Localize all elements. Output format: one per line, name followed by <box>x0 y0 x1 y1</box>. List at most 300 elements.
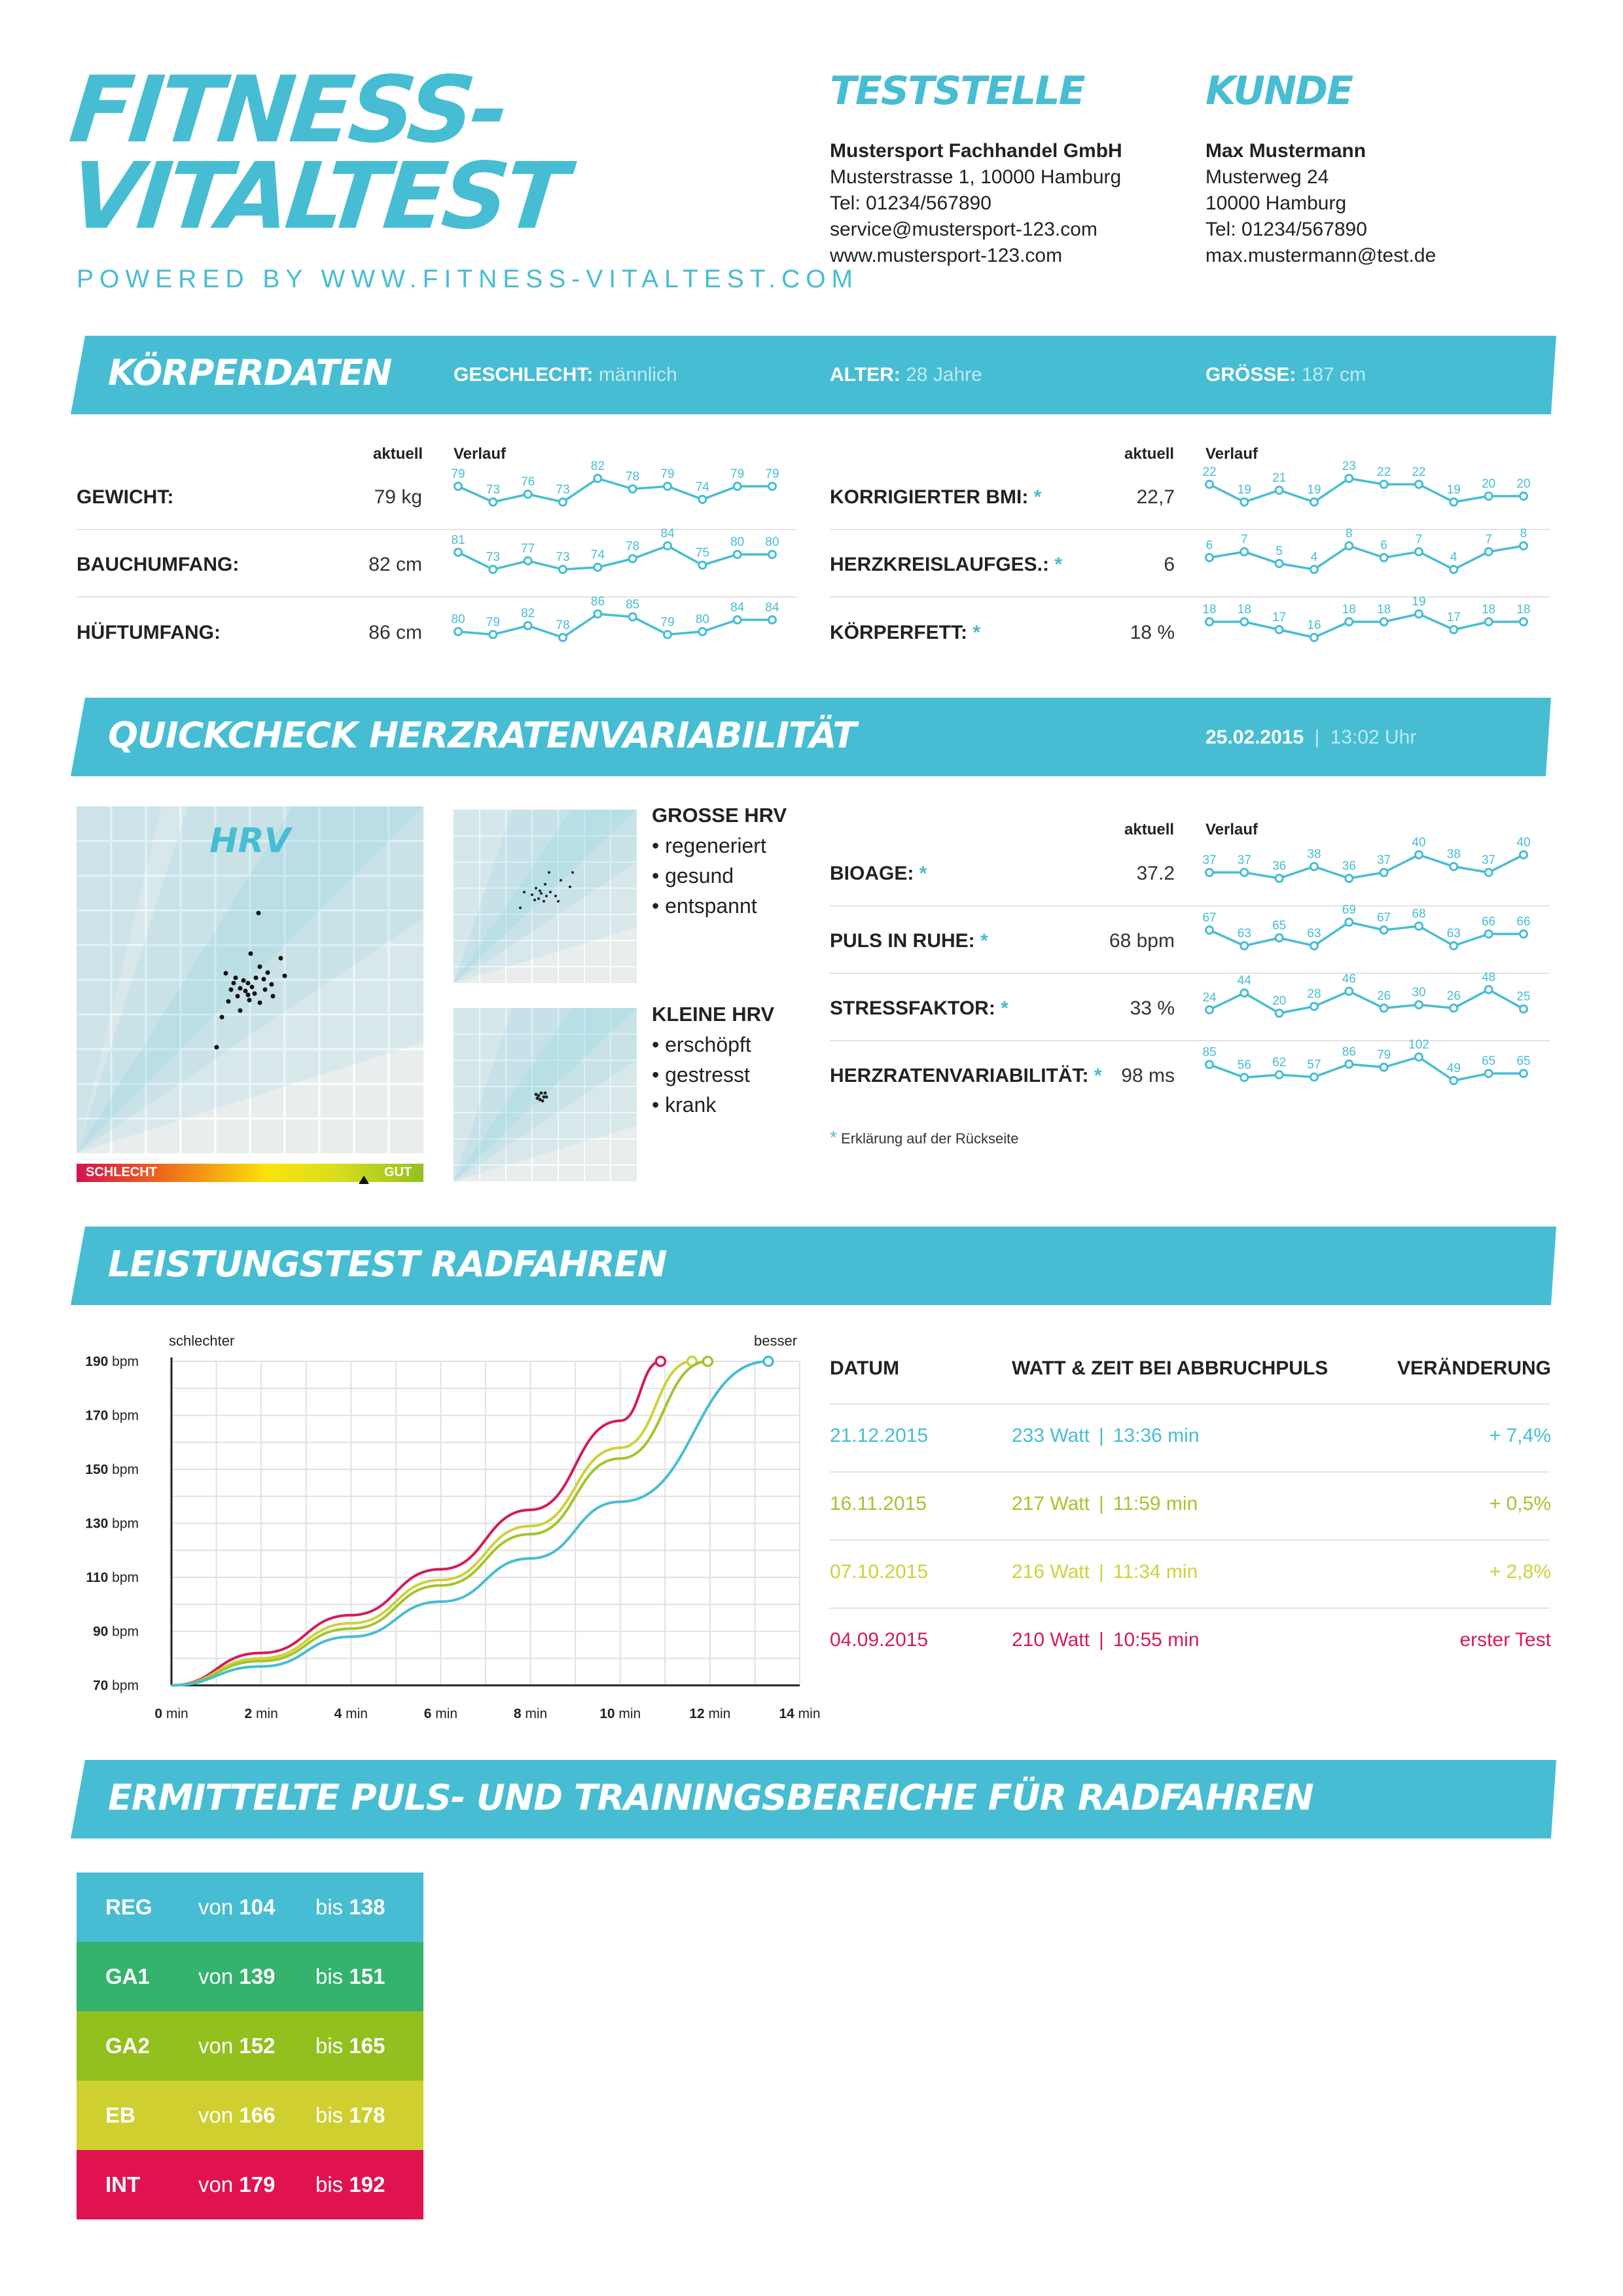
kd-right-0-trend-point <box>1380 481 1387 488</box>
kd-right-1-trend-label: 8 <box>1346 527 1353 541</box>
col-aktuell-left: aktuell <box>373 445 423 463</box>
hrv-klein-item: • erschöpft <box>652 1033 751 1056</box>
hrv-metric-3-trend-point <box>1311 1073 1318 1081</box>
hrv-metric-0-trend-point <box>1485 869 1492 876</box>
zone-to-value: 178 <box>349 2103 385 2127</box>
hrv-date: 25.02.2015 <box>1205 726 1304 748</box>
zone-from-value: 139 <box>239 1964 276 1988</box>
perf-change: + 0,5% <box>1489 1493 1551 1515</box>
kd-right-1-trend-point <box>1311 566 1318 573</box>
kd-right-0-trend-point <box>1520 493 1527 500</box>
kd-right-1-value: 6 <box>1164 554 1175 575</box>
kd-right-2-label-text: KÖRPERFETT: <box>830 622 967 643</box>
kd-right-0-trend-point <box>1206 481 1213 488</box>
kd-left-0-trend-label: 78 <box>626 470 640 484</box>
hrv-metric-1-trend-label: 63 <box>1446 927 1461 941</box>
hrv-metric-2-trend-point <box>1416 1001 1423 1009</box>
powered-by: POWERED BY WWW.FITNESS-VITALTEST.COM <box>77 265 859 293</box>
hrv-gross-item: • regeneriert <box>652 834 766 857</box>
kd-right-0-trend-label: 22 <box>1202 465 1217 479</box>
kd-left-2-trend-label: 84 <box>730 601 745 615</box>
hrv-time: 13:02 Uhr <box>1330 726 1417 748</box>
kd-left-2-trend-label: 79 <box>486 615 500 630</box>
zone-from-label: von <box>198 1895 240 1919</box>
perf-change: erster Test <box>1459 1629 1551 1651</box>
separator: | <box>1098 1561 1104 1583</box>
row-divider <box>830 1607 1550 1609</box>
hrv-metric-1-trend-label: 66 <box>1482 915 1496 929</box>
hrv-metric-3-value: 98 ms <box>1121 1065 1175 1086</box>
hrv-metric-1-trend-label: 63 <box>1307 927 1321 941</box>
hrv-metric-3-trend-point <box>1520 1070 1527 1077</box>
kd-right-0-trend-point <box>1346 475 1353 482</box>
kd-right-1-trend-label: 4 <box>1310 550 1318 564</box>
hrv-metric-0-label-text: BIOAGE: <box>830 863 914 884</box>
hrv-metric-2-trend-point <box>1380 1005 1387 1012</box>
zonen-title: ERMITTELTE PULS- UND TRAININGSBEREICHE FÜR RADFAHREN <box>108 1777 1313 1818</box>
zone-from <box>198 2034 275 2058</box>
kd-right-2-trend-label: 17 <box>1272 611 1287 624</box>
y-tick-label: 90 bpm <box>92 1624 139 1640</box>
hrv-metric-0-trend-label: 40 <box>1516 836 1531 850</box>
hrv-metric-3-trend-label: 102 <box>1408 1038 1429 1052</box>
hrv-metric-1-trend-label: 67 <box>1377 911 1391 925</box>
zone-name: GA2 <box>105 2034 150 2058</box>
kd-right-0-trend-line <box>1209 478 1524 502</box>
hrv-metric-0-trend-label: 37 <box>1377 853 1391 867</box>
perf-date: 07.10.2015 <box>830 1561 929 1583</box>
hrv-metric-3-trend-line <box>1209 1057 1524 1081</box>
kd-right-2-trend-point <box>1450 626 1457 634</box>
hrv-metric-0-trend-label: 37 <box>1237 853 1251 867</box>
kd-left-1-trend-label: 77 <box>521 541 535 556</box>
zone-from-value: 104 <box>239 1895 276 1919</box>
hrv-datetime: 25.02.2015 | 13:02 Uhr <box>1205 726 1417 748</box>
hrv-metric-2-trend-point <box>1450 1005 1457 1012</box>
hrv-metric-1-label-text: PULS IN RUHE: <box>830 930 975 952</box>
footnote <box>830 1127 1019 1148</box>
hrv-metric-2-trend-line <box>1209 987 1524 1013</box>
kd-right-2-trend-point <box>1346 619 1353 626</box>
groesse-info <box>1205 364 1366 386</box>
hrv-metric-0-trend-point <box>1241 869 1248 876</box>
kd-right-1-trend-point <box>1346 543 1353 550</box>
hrv-metric-3-trend-label: 79 <box>1377 1048 1391 1062</box>
kd-right-2-trend-label: 18 <box>1377 603 1391 617</box>
hrv-metric-3-trend-point <box>1380 1064 1387 1071</box>
perf-time: 11:59 min <box>1113 1493 1198 1515</box>
hrv-metric-1-trend-line <box>1209 922 1524 946</box>
zone-to <box>315 2172 385 2197</box>
kd-left-1-trend-label: 78 <box>626 539 640 554</box>
y-tick-label: 130 bpm <box>85 1516 139 1532</box>
hrv-metric-0-trend-label: 36 <box>1272 859 1287 873</box>
hrv-metric-3-trend-point <box>1346 1060 1353 1067</box>
alter-info <box>830 364 982 386</box>
zone-from-label: von <box>198 2103 240 2127</box>
y-tick-label: 150 bpm <box>85 1462 139 1477</box>
hrv-metric-1-value: 68 bpm <box>1109 930 1175 952</box>
zone-to-value: 138 <box>349 1895 385 1919</box>
hrv-metric-0-trend-label: 37 <box>1202 853 1217 867</box>
kd-right-1-trend-point <box>1520 543 1527 550</box>
kd-right-1-trend-label: 7 <box>1241 533 1248 547</box>
hrv-metric-3-trend-point <box>1241 1074 1248 1081</box>
kd-left-1-trend-label: 84 <box>660 527 675 541</box>
hrv-metric-2-trend-point <box>1520 1005 1527 1013</box>
kd-right-1-trend-point <box>1416 548 1423 556</box>
x-tick-label: 10 min <box>599 1706 641 1721</box>
x-tick-label: 0 min <box>154 1706 188 1721</box>
col-change: VERÄNDERUNG <box>1397 1357 1551 1379</box>
kd-right-0-label-text: KORRIGIERTER BMI: <box>830 486 1029 508</box>
kunde-street: Musterweg 24 <box>1205 166 1329 188</box>
kd-left-0-trend-label: 82 <box>590 459 605 473</box>
hrv-metric-1-trend-label: 67 <box>1202 911 1217 925</box>
title-line2: VITALTEST <box>65 143 569 250</box>
hrv-metric-1-trend-label: 65 <box>1272 919 1287 933</box>
x-tick-label: 2 min <box>244 1706 278 1721</box>
hrv-col-aktuell: aktuell <box>1124 821 1175 838</box>
kd-right-1-trend-line <box>1209 546 1524 569</box>
kd-right-0-trend-label: 22 <box>1377 465 1391 479</box>
y-tick-label: 190 bpm <box>85 1354 139 1369</box>
hrv-metric-1-trend-point <box>1275 935 1283 942</box>
hrv-metric-0-trend-point <box>1275 875 1283 882</box>
x-tick-label: 6 min <box>423 1706 458 1721</box>
kd-right-2-trend <box>1203 597 1550 643</box>
hrv-metric-1-trend-point <box>1520 931 1527 938</box>
kd-right-1-trend-point <box>1275 560 1283 567</box>
hrv-metric-0-trend-point <box>1311 863 1318 870</box>
kd-right-0-trend-point <box>1485 493 1492 500</box>
hrv-metric-1-trend <box>1203 905 1550 951</box>
zone-row-int <box>77 2150 423 2219</box>
hrv-metric-2-trend-label: 30 <box>1412 986 1426 1000</box>
hrv-metric-2-trend-label: 44 <box>1237 974 1251 988</box>
perf-watt: 210 Watt <box>1012 1629 1090 1651</box>
kd-right-0-star: * <box>1028 486 1042 508</box>
kd-left-0-trend-label: 79 <box>730 467 745 481</box>
zone-to-label: bis <box>315 2034 349 2058</box>
teststelle-email[interactable]: service@mustersport-123.com <box>830 219 1097 240</box>
kd-right-2-value: 18 % <box>1130 622 1175 643</box>
kd-right-2-trend-label: 16 <box>1307 619 1321 632</box>
row-divider <box>830 1403 1550 1405</box>
groesse-label: GRÖSSE: <box>1205 364 1296 386</box>
hrv-metric-2-trend-point <box>1206 1006 1213 1013</box>
geschlecht-label: GESCHLECHT: <box>454 364 594 386</box>
zone-from-value: 166 <box>239 2103 276 2127</box>
kd-right-1-trend-label: 8 <box>1520 527 1527 541</box>
hrv-klein-title: KLEINE HRV <box>652 1003 775 1026</box>
hrv-metric-1-trend-label: 68 <box>1412 907 1426 921</box>
performance-chart <box>0 0 851 1754</box>
hrv-metric-1-trend-point <box>1241 942 1248 950</box>
hrv-metric-2-trend <box>1203 973 1550 1018</box>
kd-right-2-trend-point <box>1416 611 1423 618</box>
hrv-metric-2-trend-label: 26 <box>1446 989 1461 1003</box>
perf-time: 13:36 min <box>1113 1425 1200 1446</box>
hrv-metric-3-star: * <box>1088 1065 1102 1086</box>
kd-right-2-trend-point <box>1206 619 1213 626</box>
hrv-metric-3-trend-point <box>1416 1054 1423 1061</box>
hrv-metric-0-trend-point <box>1346 875 1353 882</box>
hrv-metric-3-trend-label: 65 <box>1516 1054 1531 1069</box>
alter-label: ALTER: <box>830 364 901 386</box>
kd-left-2-value: 86 cm <box>368 622 422 643</box>
hrv-gross-item: • gesund <box>652 864 734 888</box>
perf-time: 11:34 min <box>1113 1561 1198 1583</box>
groesse-value: 187 cm <box>1301 364 1366 386</box>
y-tick-label: 70 bpm <box>92 1678 139 1693</box>
zone-to <box>315 2034 385 2058</box>
kd-left-1-trend-label: 73 <box>556 550 570 564</box>
col-aktuell-right: aktuell <box>1124 445 1175 463</box>
hrv-metric-0-trend-line <box>1209 855 1524 878</box>
hrv-metric-1-trend-point <box>1311 942 1318 950</box>
hrv-metric-2-trend-label: 48 <box>1482 971 1496 984</box>
y-tick-label: 170 bpm <box>85 1408 139 1424</box>
zone-row-reg <box>77 1873 423 1942</box>
kunde-name: Max Mustermann <box>1205 140 1366 162</box>
hrv-metric-0-trend-point <box>1206 869 1213 876</box>
kd-right-2-trend-label: 17 <box>1446 611 1461 624</box>
perf-change: + 7,4% <box>1489 1425 1551 1446</box>
kd-right-0-value: 22,7 <box>1136 486 1175 508</box>
zone-row-ga2 <box>77 2011 423 2081</box>
teststelle-name: Mustersport Fachhandel GmbH <box>830 140 1122 162</box>
teststelle-web[interactable]: www.mustersport-123.com <box>830 245 1063 266</box>
kd-left-1-value: 82 cm <box>368 554 422 575</box>
kd-right-2-star: * <box>967 622 981 643</box>
hrv-metric-2-label-text: STRESSFAKTOR: <box>830 997 995 1019</box>
kd-right-2-trend-label: 18 <box>1237 603 1251 617</box>
zone-to-value: 165 <box>349 2034 385 2058</box>
perf-date: 16.11.2015 <box>830 1493 927 1515</box>
row-divider <box>830 1539 1550 1541</box>
zone-name: INT <box>105 2172 141 2197</box>
perf-watt: 233 Watt <box>1012 1425 1090 1446</box>
col-datum: DATUM <box>830 1357 900 1379</box>
geschlecht-value: männlich <box>598 364 677 386</box>
zone-from-label: von <box>198 2034 240 2058</box>
footnote-star: * <box>830 1127 837 1147</box>
hrv-klein-item: • krank <box>652 1093 717 1117</box>
hrv-metric-1-trend-label: 69 <box>1342 903 1356 917</box>
col-watt: WATT & ZEIT BEI ABBRUCHPULS <box>1012 1357 1329 1379</box>
perf-date: 21.12.2015 <box>830 1425 929 1446</box>
hrv-metric-1-trend-point <box>1416 923 1423 930</box>
kd-left-1-trend-label: 80 <box>730 535 745 550</box>
x-tick-label: 14 min <box>779 1706 821 1721</box>
teststelle-street: Musterstrasse 1, 10000 Hamburg <box>830 166 1122 188</box>
hrv-metric-2-trend-point <box>1311 1003 1318 1010</box>
kd-right-2-trend-point <box>1380 619 1387 626</box>
hrv-metric-2-trend-label: 24 <box>1202 990 1217 1005</box>
koerperdaten-title: KÖRPERDATEN <box>108 352 392 393</box>
hrv-metric-2-trend-label: 26 <box>1377 989 1391 1003</box>
kd-right-1-trend-label: 6 <box>1380 539 1387 552</box>
perf-watt: 216 Watt <box>1012 1561 1090 1583</box>
kd-right-0-trend-point <box>1241 499 1248 506</box>
hrv-metric-1-star: * <box>974 930 988 952</box>
hrv-metric-0-trend-point <box>1520 852 1527 859</box>
kd-right-2-trend-label: 18 <box>1202 603 1217 617</box>
label-better: besser <box>754 1333 798 1349</box>
series-end-point-2 <box>703 1357 712 1366</box>
kd-left-2-trend-label: 82 <box>521 607 535 620</box>
kd-left-0-value: 79 kg <box>374 486 422 508</box>
series-end-point-3 <box>764 1357 773 1366</box>
kd-right-0-trend-label: 20 <box>1482 477 1496 491</box>
hrv-metric-3-trend-point <box>1206 1061 1213 1068</box>
kunde-email[interactable]: max.mustermann@test.de <box>1205 245 1436 266</box>
kd-left-0-trend-label: 79 <box>451 467 465 481</box>
hrv-gross-title: GROSSE HRV <box>652 804 787 827</box>
kd-right-1-trend-point <box>1450 566 1457 573</box>
zone-from-value: 179 <box>239 2172 276 2197</box>
kd-left-1-trend-label: 81 <box>451 533 465 547</box>
hrv-metric-1-trend-point <box>1346 919 1353 926</box>
kd-right-0-trend-point <box>1450 499 1457 506</box>
col-verlauf-right: Verlauf <box>1205 445 1258 463</box>
separator: | <box>1098 1425 1104 1446</box>
hrv-metric-2-trend-point <box>1241 990 1248 997</box>
kd-right-1-label-text: HERZKREISLAUFGES.: <box>830 554 1050 575</box>
hrv-klein-item: • gestresst <box>652 1063 750 1086</box>
kd-right-0-trend-point <box>1416 481 1423 488</box>
kunde-address <box>1205 138 1436 269</box>
kd-right-2-trend-label: 19 <box>1412 595 1426 609</box>
kd-right-0-trend-label: 19 <box>1446 483 1461 497</box>
hrv-metric-3-trend-point <box>1275 1071 1283 1079</box>
kd-right-1-trend-label: 4 <box>1450 550 1457 564</box>
kunde-city: 10000 Hamburg <box>1205 192 1347 214</box>
zone-name: REG <box>105 1895 152 1919</box>
kd-left-1-trend-label: 80 <box>765 535 779 550</box>
zone-to-value: 192 <box>349 2172 385 2197</box>
kd-left-1-trend-label: 74 <box>590 548 605 562</box>
hrv-scale-good: GUT <box>384 1165 412 1179</box>
perf-watt-time <box>1012 1561 1198 1583</box>
kd-left-2-trend-label: 79 <box>660 615 675 630</box>
zone-to-label: bis <box>315 1964 349 1988</box>
alter-value: 28 Jahre <box>906 364 982 386</box>
kd-right-0-trend-point <box>1311 499 1318 506</box>
hrv-metric-0-trend-point <box>1450 863 1457 870</box>
hrv-metric-3-trend-label: 86 <box>1342 1045 1356 1059</box>
y-tick-label: 110 bpm <box>86 1570 139 1585</box>
leistung-title: LEISTUNGSTEST RADFAHREN <box>108 1244 667 1285</box>
hrv-chart-label: HRV <box>209 821 291 861</box>
kd-left-2-label-text: HÜFTUMFANG: <box>77 622 221 643</box>
separator: | <box>1098 1629 1104 1651</box>
x-tick-label: 4 min <box>334 1706 368 1721</box>
zone-from <box>198 2172 275 2197</box>
perf-watt-time <box>1012 1425 1200 1447</box>
hrv-metric-1-trend-point <box>1206 927 1213 934</box>
kd-left-1-trend-label: 75 <box>695 546 709 560</box>
hrv-metric-3-label <box>830 1065 1102 1087</box>
hrv-gross-item: • entspannt <box>652 894 757 918</box>
hrv-metric-3-trend-label: 65 <box>1482 1054 1496 1069</box>
kd-right-0-trend-label: 21 <box>1272 471 1287 485</box>
hrv-metric-0-trend-label: 37 <box>1482 853 1496 867</box>
zone-to <box>315 1895 385 1920</box>
kd-right-1-label <box>830 554 1062 576</box>
kd-left-2-trend-label: 85 <box>626 598 640 612</box>
kd-right-1-trend-point <box>1485 548 1492 556</box>
kd-right-2-trend-label: 18 <box>1342 603 1356 617</box>
kunde-tel: Tel: 01234/567890 <box>1205 219 1367 240</box>
perf-watt: 217 Watt <box>1012 1493 1090 1515</box>
kd-right-2-label <box>830 622 980 644</box>
zone-from <box>198 2103 275 2128</box>
hrv-metric-3-trend-point <box>1450 1077 1457 1085</box>
hrv-metric-3-trend-label: 85 <box>1202 1045 1217 1060</box>
hrv-metric-1-trend-point <box>1380 927 1387 934</box>
row-divider <box>830 1471 1550 1473</box>
kd-right-2-trend-line <box>1209 614 1524 637</box>
kd-left-0-trend-label: 79 <box>765 467 779 481</box>
kd-right-0-trend-label: 22 <box>1412 465 1426 479</box>
title-line1: FITNESS- <box>65 57 510 164</box>
kd-left-1-label-text: BAUCHUMFANG: <box>77 554 240 575</box>
hrv-metric-2-trend-label: 20 <box>1272 994 1287 1008</box>
kd-right-0-trend-label: 19 <box>1307 483 1321 497</box>
kd-left-0-label-text: GEWICHT: <box>77 486 174 508</box>
kd-right-1-trend-label: 5 <box>1275 545 1283 558</box>
kd-left-0-trend-label: 76 <box>521 475 535 489</box>
zone-to <box>315 1964 385 1989</box>
kd-right-2-trend-point <box>1275 626 1283 634</box>
hrv-title: QUICKCHECK HERZRATENVARIABILITÄT <box>108 715 857 756</box>
hrv-scale-bad: SCHLECHT <box>86 1165 157 1179</box>
zone-row-ga1 <box>77 1942 423 2011</box>
kd-right-2-trend-label: 18 <box>1516 603 1531 617</box>
zone-from-value: 152 <box>239 2034 276 2058</box>
kd-right-0-trend-point <box>1275 487 1283 494</box>
zone-to-label: bis <box>315 1895 349 1919</box>
hrv-metric-0-star: * <box>914 863 927 884</box>
kd-left-2-trend-label: 80 <box>451 613 465 626</box>
x-tick-label: 12 min <box>689 1706 731 1721</box>
hrv-metric-3-trend-point <box>1485 1070 1492 1077</box>
zone-from <box>198 1895 275 1920</box>
zone-to <box>315 2103 385 2128</box>
kd-left-0-trend-label: 79 <box>660 467 675 481</box>
zone-name: GA1 <box>105 1964 150 1988</box>
kd-right-1-trend-label: 6 <box>1205 539 1213 552</box>
zone-from <box>198 1964 275 1989</box>
kd-right-0-label <box>830 486 1041 509</box>
hrv-metric-1-trend-point <box>1450 942 1457 950</box>
hrv-metric-1-trend-label: 66 <box>1516 915 1531 929</box>
hrv-metric-1-trend-point <box>1485 931 1492 938</box>
label-worse: schlechter <box>169 1333 235 1349</box>
kd-left-0-trend-label: 73 <box>556 483 570 497</box>
x-tick-label: 8 min <box>513 1706 548 1721</box>
teststelle-tel: Tel: 01234/567890 <box>830 192 991 214</box>
hrv-metric-2-trend-point <box>1275 1010 1283 1017</box>
hrv-metric-0-trend-point <box>1416 852 1423 859</box>
hrv-metric-2-label <box>830 997 1008 1020</box>
hrv-metric-2-trend-point <box>1485 986 1492 994</box>
zone-to-value: 151 <box>349 1964 385 1988</box>
kd-right-1-trend-point <box>1206 554 1213 562</box>
hrv-metric-0-trend-label: 38 <box>1307 848 1321 861</box>
